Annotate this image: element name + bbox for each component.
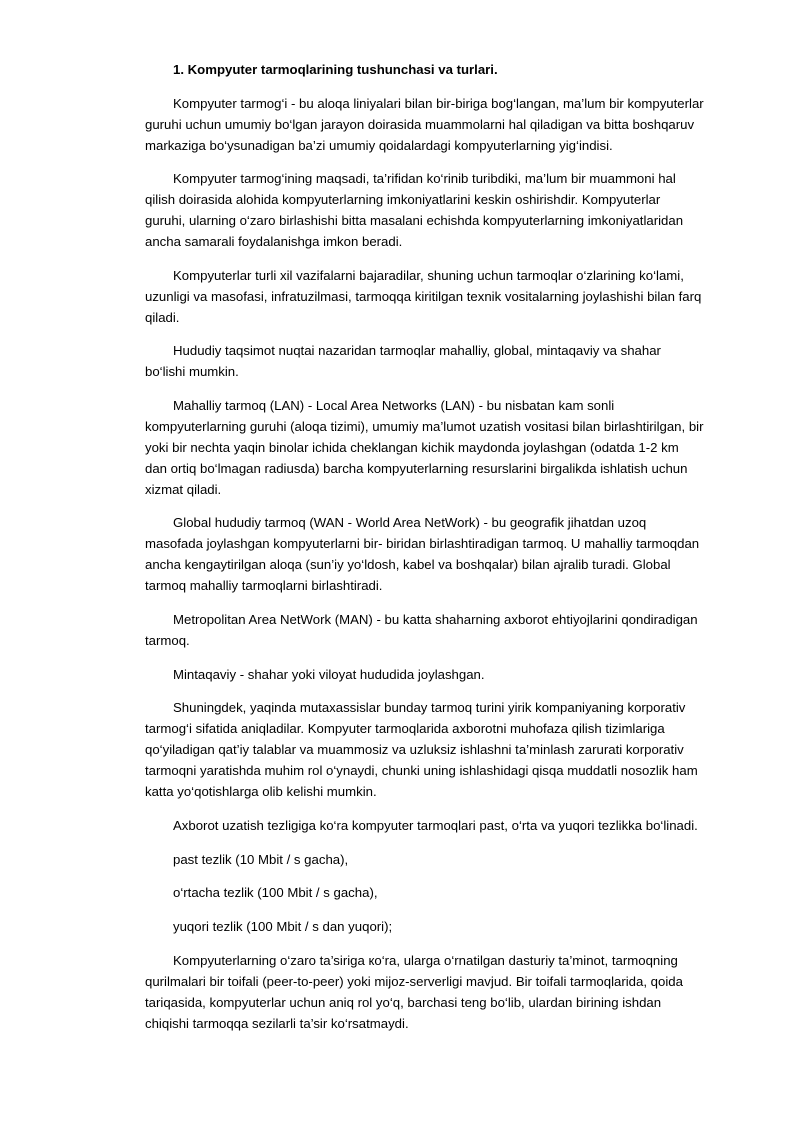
paragraph: Shuningdek, yaqinda mutaxassislar bunday tarmoq turini yirik kompaniyaning korporativ tarmog‘i sifatida aniqladilar. Kompyuter tarmoqlarida axborotni muhofaza qilish tizimlariga qo‘yiladigan qat’iy talablar va muammosiz va uzluksiz ishlashni ta’minlash zarurati korporativ tarmoqni yaratishda muhim rol o‘ynaydi, chunki uning ishlashidagi qisqa muddatli nosozlik ham katta yo‘qotishlarga olib kelishi mumkin. [145, 700, 698, 799]
paragraph: o‘rtacha tezlik (100 Mbit / s gacha), [173, 885, 378, 901]
paragraph: Kompyuterlar turli xil vazifalarni bajaradilar, shuning uchun tarmoqlar o‘zlarining ko‘lami, uzunligi va masofasi, infratuzilmasi, tarmoqqa kiritilgan texnik vositalarning joylashishi bilan farq qiladi. [145, 267, 702, 325]
paragraph: Mintaqaviy - shahar yoki viloyat hududida joylashgan. [173, 666, 485, 682]
paragraph: Kompyuterlarning o‘zaro ta’siriga ко‘ra, ularga o‘rnatilgan dasturiy ta’minot, tarmoqning qurilmalari bir toifali (peer-to-peer) yoki mijoz-serverligi mavjud. Bir toifali tarmoqlarida, qoida tariqasida, kompyuterlar uchun aniq rol yo‘q, barchasi teng bo‘lib, ulardan birining ishdan chiqishi tarmoqqa sezilarli ta’sir ko‘rsatmaydi. [145, 953, 683, 1031]
paragraph: Hududiy taqsimot nuqtai nazaridan tarmoqlar mahalliy, global, mintaqaviy va shahar bo‘lishi mumkin. [145, 343, 661, 380]
paragraph: yuqori tezlik (100 Mbit / s dan yuqori); [173, 919, 393, 935]
paragraph: Metropolitan Area NetWork (MAN) - bu katta shaharning axborot ehtiyojlarini qondiradigan tarmoq. [145, 611, 698, 648]
paragraph: Kompyuter tarmog‘ining maqsadi, ta’rifidan ko‘rinib turibdiki, ma’lum bir muammoni hal qilish doirasida alohida kompyuterlarning imkoniyatlarini keskin oshirishdir. Kompyuterlar guruhi, ularning o‘zaro birlashishi bitta masalani echishda kompyuterlarning imkoniyatlaridan ancha samarali foydalanishga imkon beradi. [145, 171, 684, 249]
document-body [145, 60, 704, 1035]
paragraph: Mahalliy tarmoq (LAN) - Local Area Networks (LAN) - bu nisbatan kam sonli kompyuterlarning guruhi (aloqa tizimi), umumiy ma’lumot uzatish vositasi bilan birlashtirilgan, bir yoki bir nechta yaqin binolar ichida cheklangan kichik maydonda joylashgan (odatda 1-2 km dan ortiq bo‘lmagan radiusda) barcha kompyuterlarning resurslarini birgalikda ishlatish uchun xizmat qiladi. [145, 398, 704, 497]
page-title: 1. Kompyuter tarmoqlarining tushunchasi va turlari. [173, 62, 498, 77]
paragraph: Axborot uzatish tezligiga ko‘ra kompyuter tarmoqlari past, o‘rta va yuqori tezlikka bo‘linadi. [173, 817, 698, 833]
paragraph: Global hududiy tarmoq (WAN - World Area NetWork) - bu geografik jihatdan uzoq masofada joylashgan kompyuterlarni bir- biridan birlashtiradigan tarmoq. U mahalliy tarmoqdan ancha kengaytirilgan aloqa (sun’iy yo‘ldosh, kabel va boshqalar) bilan ajralib turadi. Global tarmoq mahalliy tarmoqlarni birlashtiradi. [145, 515, 700, 593]
paragraph: Kompyuter tarmog‘i - bu aloqa liniyalari bilan bir-biriga bog‘langan, ma’lum bir kompyuterlar guruhi uchun umumiy bo‘lgan jarayon doirasida muammolarni hal qiladigan va bitta boshqaruv markaziga bo‘ysunadigan ba’zi umumiy qoidalardagi kompyuterlarning yig‘indisi. [145, 95, 704, 153]
paragraph: past tezlik (10 Mbit / s gacha), [173, 851, 349, 867]
